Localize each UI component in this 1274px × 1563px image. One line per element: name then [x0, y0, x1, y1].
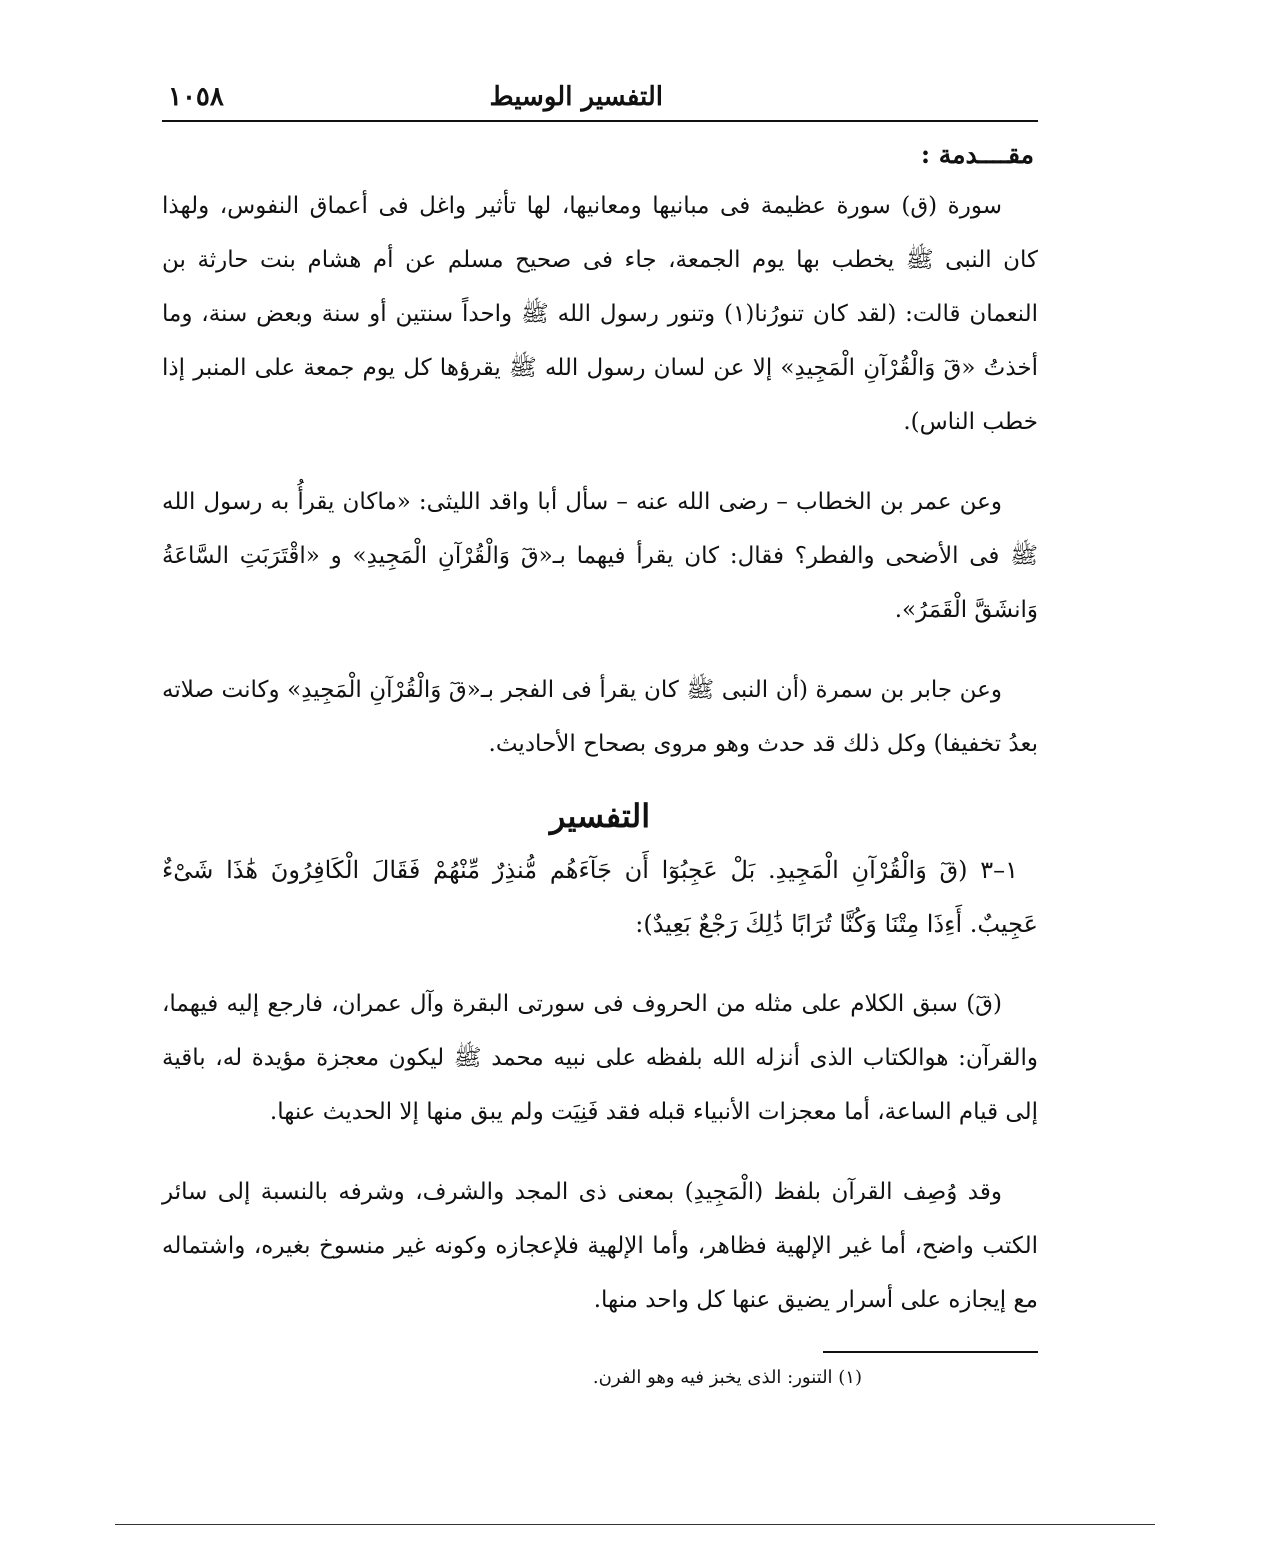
tafsir-heading: التفسير: [549, 797, 651, 835]
footnote-separator: [823, 1351, 1038, 1353]
page-number: ١٠٥٨: [168, 82, 224, 112]
document-page: [162, 80, 1038, 1393]
intro-heading: مقــــدمة :: [920, 140, 1034, 169]
intro-paragraph-3: وعن جابر بن سمرة (أن النبى ﷺ كان يقرأ فى الفجر بـ«قٓ وَالْقُرْآنِ الْمَجِيدِ» وكانت صلاته بعدُ تخفيفا) وكل ذلك قد حدث وهو مروى بصحاح الأحاديث.: [162, 677, 1038, 757]
tafsir-paragraph-2: وقد وُصِف القرآن بلفظ (الْمَجِيدِ) بمعنى ذى المجد والشرف، وشرفه بالنسبة إلى سائر الكتب واضح، أما غير الإلهية فظاهر، وأما الإلهية فلإعجازه وكونه غير منسوخ بغيره، واشتماله مع إيجازه على أسرار يضيق عنها كل واحد منها.: [162, 1179, 1038, 1313]
tafsir-paragraph-1: (قٓ) سبق الكلام على مثله من الحروف فى سورتى البقرة وآل عمران، فارجع إليه فيهما، والقرآن: هوالكتاب الذى أنزله الله بلفظه على نبيه محمد ﷺ ليكون معجزة مؤيدة له، باقية إلى قيام الساعة، أما معجزات الأنبياء قبله فقد فَنِيَت ولم يبق منها إلا الحديث عنها.: [162, 991, 1038, 1125]
running-title: التفسير الوسيط: [489, 82, 663, 112]
page-bottom-rule: [115, 1524, 1155, 1525]
footnote: (١) التنور: الذى يخبز فيه وهو الفرن.: [592, 1367, 862, 1388]
running-header: [162, 80, 1038, 122]
intro-paragraph-1: سورة (ق) سورة عظيمة فى مبانيها ومعانيها، لها تأثير واغل فى أعماق النفوس، ولهذا كان النبى ﷺ يخطب بها يوم الجمعة، جاء فى صحيح مسلم عن أم هشام بنت حارثة بن النعمان قالت: (لقد كان تنورُنا(١) وتنور رسول الله ﷺ واحداً سنتين أو سنة وبعض سنة، وما أخذتُ «قٓ وَالْقُرْآنِ الْمَجِيدِ» إلا عن لسان رسول الله ﷺ يقرؤها كل يوم جمعة على المنبر إذا خطب الناس).: [162, 193, 1039, 435]
intro-paragraph-2: وعن عمر بن الخطاب – رضى الله عنه – سأل أبا واقد الليثى: «ماكان يقرأُ به رسول الله ﷺ فى الأضحى والفطر؟ فقال: كان يقرأ فيهما بـ«قٓ وَالْقُرْآنِ الْمَجِيدِ» و «اقْتَرَبَتِ السَّاعَةُ وَانشَقَّ الْقَمَرُ».: [162, 489, 1038, 623]
quran-verse: ١–٣ (قٓ وَالْقُرْآنِ الْمَجِيدِ. بَلْ عَجِبُوٓا أَن جَآءَهُم مُّنذِرٌ مِّنْهُمْ فَقَالَ الْكَافِرُونَ هَٰذَا شَىْءٌ عَجِيبٌ. أَءِذَا مِتْنَا وَكُنَّا تُرَابًا ذَٰلِكَ رَجْعٌ بَعِيدٌ):: [162, 856, 1038, 938]
